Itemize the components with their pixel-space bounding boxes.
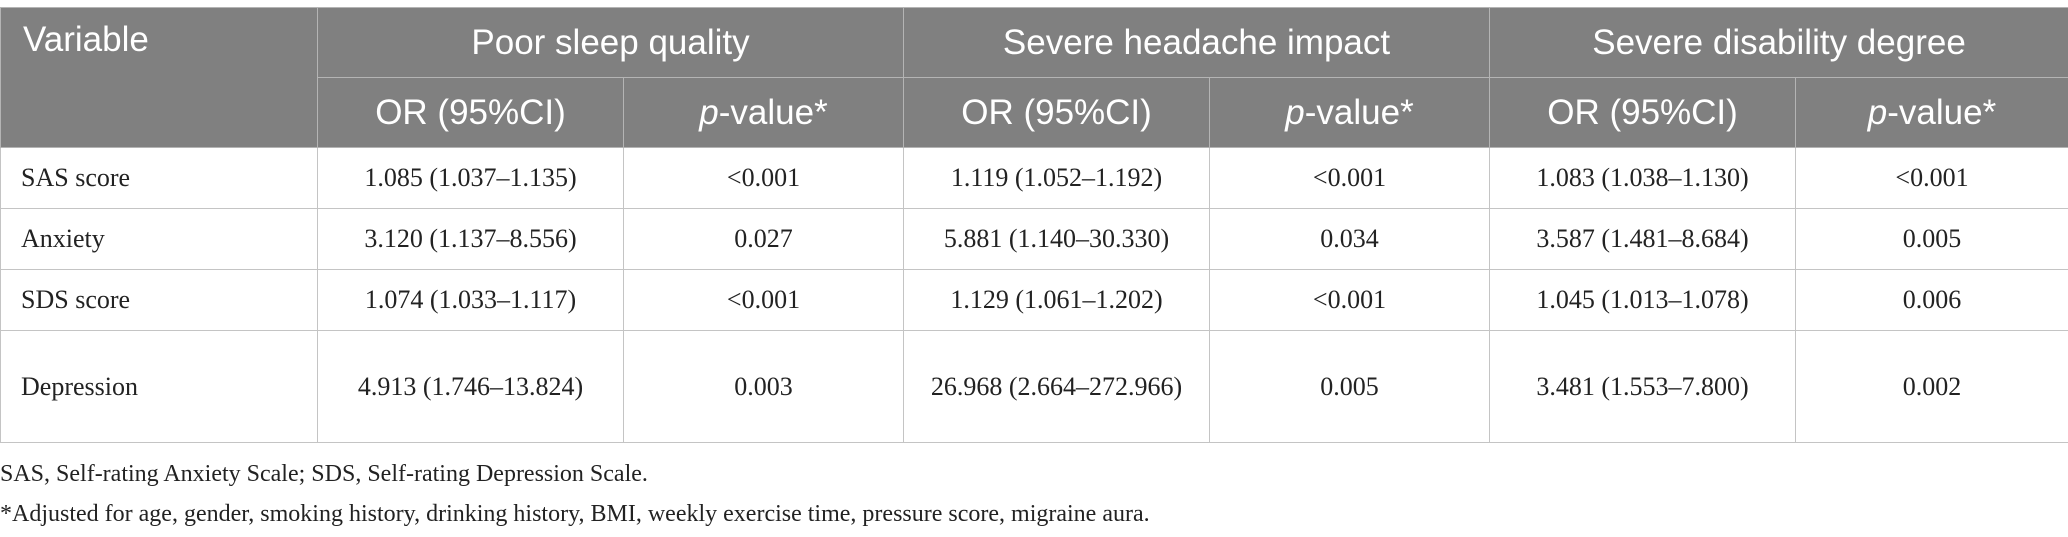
row-label: Anxiety (1, 209, 318, 270)
table-cell: 1.119 (1.052–1.192) (904, 148, 1210, 209)
or-header: OR (95%CI) (1490, 78, 1796, 148)
table-cell: <0.001 (1796, 148, 2068, 209)
table-cell: 1.045 (1.013–1.078) (1490, 270, 1796, 331)
table-cell: 3.120 (1.137–8.556) (318, 209, 624, 270)
results-table (0, 7, 2068, 443)
row-label: SAS score (1, 148, 318, 209)
table-row (1, 148, 2068, 209)
or-header: OR (95%CI) (904, 78, 1210, 148)
table-cell: 26.968 (2.664–272.966) (904, 331, 1210, 443)
pvalue-header: p-value* (1796, 78, 2068, 148)
row-label: SDS score (1, 270, 318, 331)
table-cell: 0.006 (1796, 270, 2068, 331)
pvalue-header: p-value* (624, 78, 904, 148)
table-cell: 0.005 (1796, 209, 2068, 270)
table-footnotes (0, 454, 2068, 534)
table-cell: 0.027 (624, 209, 904, 270)
variable-header: Variable (1, 8, 318, 148)
or-header: OR (95%CI) (318, 78, 624, 148)
table-cell: 0.034 (1210, 209, 1490, 270)
group-header-sleep: Poor sleep quality (318, 8, 904, 78)
table-cell: 0.003 (624, 331, 904, 443)
table-cell: 5.881 (1.140–30.330) (904, 209, 1210, 270)
table-cell: 0.005 (1210, 331, 1490, 443)
table-cell: 3.587 (1.481–8.684) (1490, 209, 1796, 270)
table-cell: <0.001 (1210, 270, 1490, 331)
table-cell: 4.913 (1.746–13.824) (318, 331, 624, 443)
pvalue-header: p-value* (1210, 78, 1490, 148)
table-cell: <0.001 (624, 270, 904, 331)
row-label: Depression (1, 331, 318, 443)
table-cell: <0.001 (624, 148, 904, 209)
table-row (1, 331, 2068, 443)
group-header-disability: Severe disability degree (1490, 8, 2068, 78)
table-cell: 3.481 (1.553–7.800) (1490, 331, 1796, 443)
adjustment-note: *Adjusted for age, gender, smoking history, drinking history, BMI, weekly exercise time, pressure score, migraine aura. (0, 501, 1150, 527)
group-header-headache: Severe headache impact (904, 8, 1490, 78)
table-cell: 1.129 (1.061–1.202) (904, 270, 1210, 331)
table-cell: 1.074 (1.033–1.117) (318, 270, 624, 331)
table-cell: 1.085 (1.037–1.135) (318, 148, 624, 209)
table-row (1, 209, 2068, 270)
table-cell: 0.002 (1796, 331, 2068, 443)
table-cell: 1.083 (1.038–1.130) (1490, 148, 1796, 209)
table-row (1, 270, 2068, 331)
abbreviation-note: SAS, Self-rating Anxiety Scale; SDS, Self-rating Depression Scale. (0, 461, 648, 487)
table-cell: <0.001 (1210, 148, 1490, 209)
